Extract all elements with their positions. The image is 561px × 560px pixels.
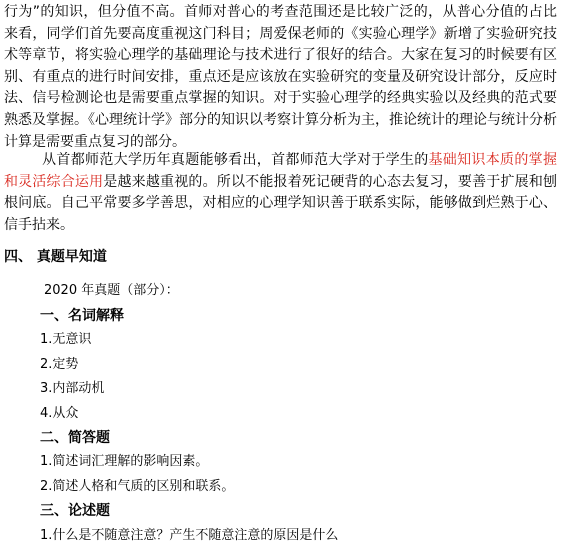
exam-question: 3.内部动机 bbox=[40, 381, 105, 397]
exam-section-title: 一、名词解释 bbox=[40, 308, 124, 324]
paragraph-2-text-end: 是越来越重视的。所以不能报着死记硬背的心态去复习，要善于扩展和刨根问底。自己平常要多学善思，对相应的心理学知识善于联系实际，能够做到烂熟于心、信手拈来。 bbox=[4, 173, 558, 233]
section-heading: 四、 真题早知道 bbox=[4, 249, 107, 265]
body-paragraph-1: 行为”的知识，但分值不高。首师对普心的考查范围还是比较广泛的，从普心分值的占比来看，同学们首先要高度重视这门科目；周爱保老师的《实验心理学》新增了实验研究技术等章节，将实验心理学的基础理论与技术进行了很好的结合。大家在复习的时候要有区别、有重点的进行时间安排，重点还是应该放在实验研究的变量及研究设计部分，反应时法、信号检测论也是需要重点掌握的知识。对于实验心理学的经典实验以及经典的范式要熟悉及掌握。《心理统计学》部分的知识以考察计算分析为主，推论统计的理论与统计分析计算是需要重点复习的部分。 bbox=[4, 4, 557, 150]
exam-question: 1.无意识 bbox=[40, 332, 92, 348]
body-paragraph-2 bbox=[4, 150, 557, 236]
paragraph-2-text-start: 从首都师范大学历年真题能够看出，首都师范大学对于学生的 bbox=[42, 152, 429, 168]
exam-section-title: 二、简答题 bbox=[40, 429, 110, 446]
exam-question: 1.什么是不随意注意？产生不随意注意的原因是什么 bbox=[40, 527, 339, 543]
highlighted-phrase: 基础知识本质的掌握和灵活综合运用 bbox=[4, 152, 557, 190]
exam-question: 2.简述人格和气质的区别和联系。 bbox=[40, 478, 235, 494]
exam-question: 1.简述词汇理解的影响因素。 bbox=[40, 454, 209, 470]
paragraph-indent bbox=[4, 152, 42, 168]
exam-intro: 2020 年真题（部分）： bbox=[44, 283, 179, 298]
exam-questions bbox=[40, 278, 540, 548]
exam-section-title: 三、论述题 bbox=[40, 503, 110, 520]
exam-question: 4.从众 bbox=[40, 405, 79, 421]
exam-question: 2.定势 bbox=[40, 356, 79, 372]
